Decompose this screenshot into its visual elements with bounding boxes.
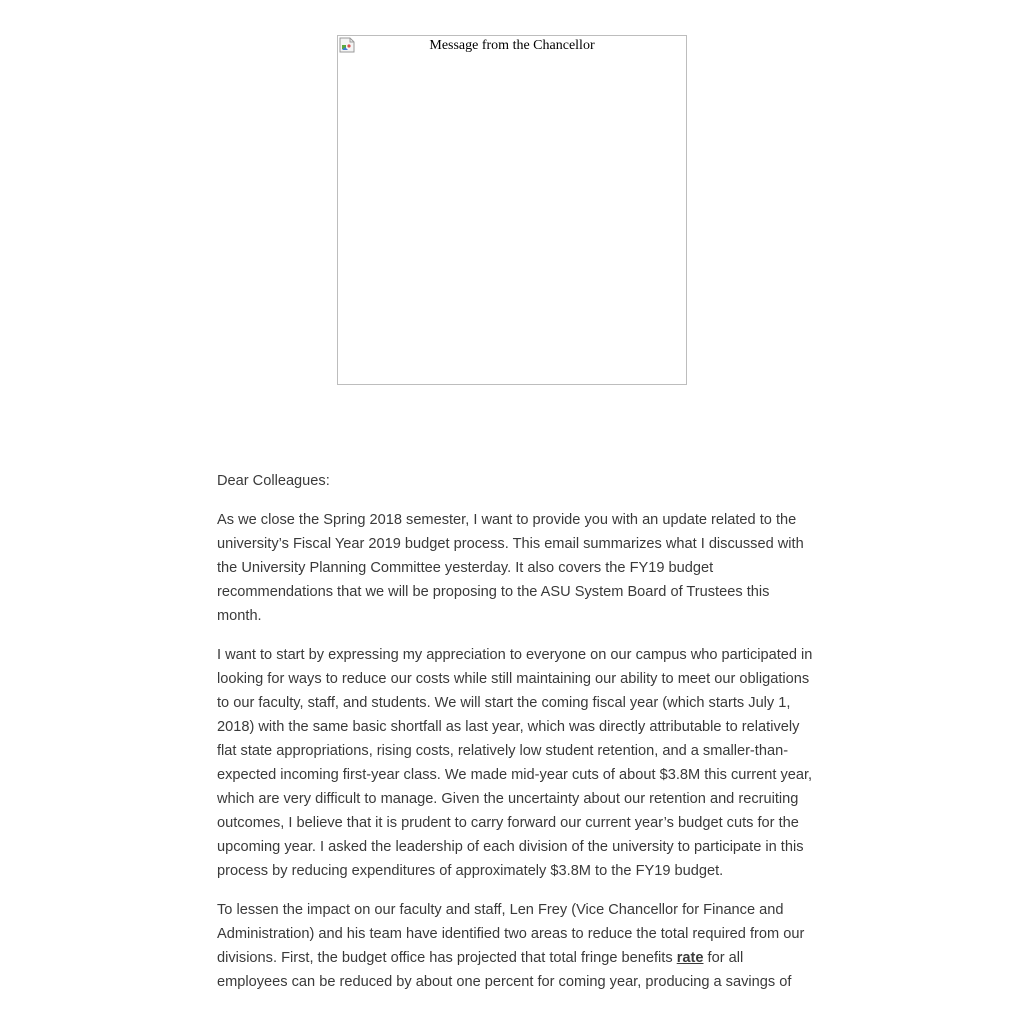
rate-link[interactable]: rate bbox=[676, 950, 704, 966]
salutation: Dear Colleagues: bbox=[217, 473, 330, 489]
header-image bbox=[337, 35, 687, 385]
letter-body bbox=[217, 469, 817, 1009]
paragraph-3-text-end: for all employees can be reduced by about one percent for coming year, producing a savings of bbox=[217, 950, 792, 990]
paragraph-1: As we close the Spring 2018 semester, I want to provide you with an update related to the university’s Fiscal Year 2019 budget process. This email summarizes what I discussed with the University Planning Committee yesterday. It also covers the FY19 budget recommendations that we will be proposing to the ASU System Board of Trustees this month. bbox=[217, 512, 804, 624]
header-image-alt-text: Message from the Chancellor bbox=[429, 38, 595, 53]
paragraph-2: I want to start by expressing my appreciation to everyone on our campus who participated in looking for ways to reduce our costs while still maintaining our ability to meet our obligations to our faculty, staff, and students. We will start the coming fiscal year (which starts July 1, 2018) with the same basic shortfall as last year, which was directly attributable to relatively flat state appropriations, rising costs, relatively low student retention, and a smaller-than-expected incoming first-year class. We made mid-year cuts of about $3.8M this current year, which are very difficult to manage. Given the uncertainty about our retention and recruiting outcomes, I believe that it is prudent to carry forward our current year’s budget cuts for the upcoming year. I asked the leadership of each division of the university to participate in this process by reducing expenditures of approximately $3.8M to the FY19 budget. bbox=[217, 647, 813, 879]
paragraph-3 bbox=[217, 898, 817, 994]
paragraph-3-text-start: To lessen the impact on our faculty and staff, Len Frey (Vice Chancellor for Finance and Administration) and his team have identified two areas to reduce the total required from our divisions. First, the budget office has projected that total fringe benefits bbox=[217, 902, 805, 966]
